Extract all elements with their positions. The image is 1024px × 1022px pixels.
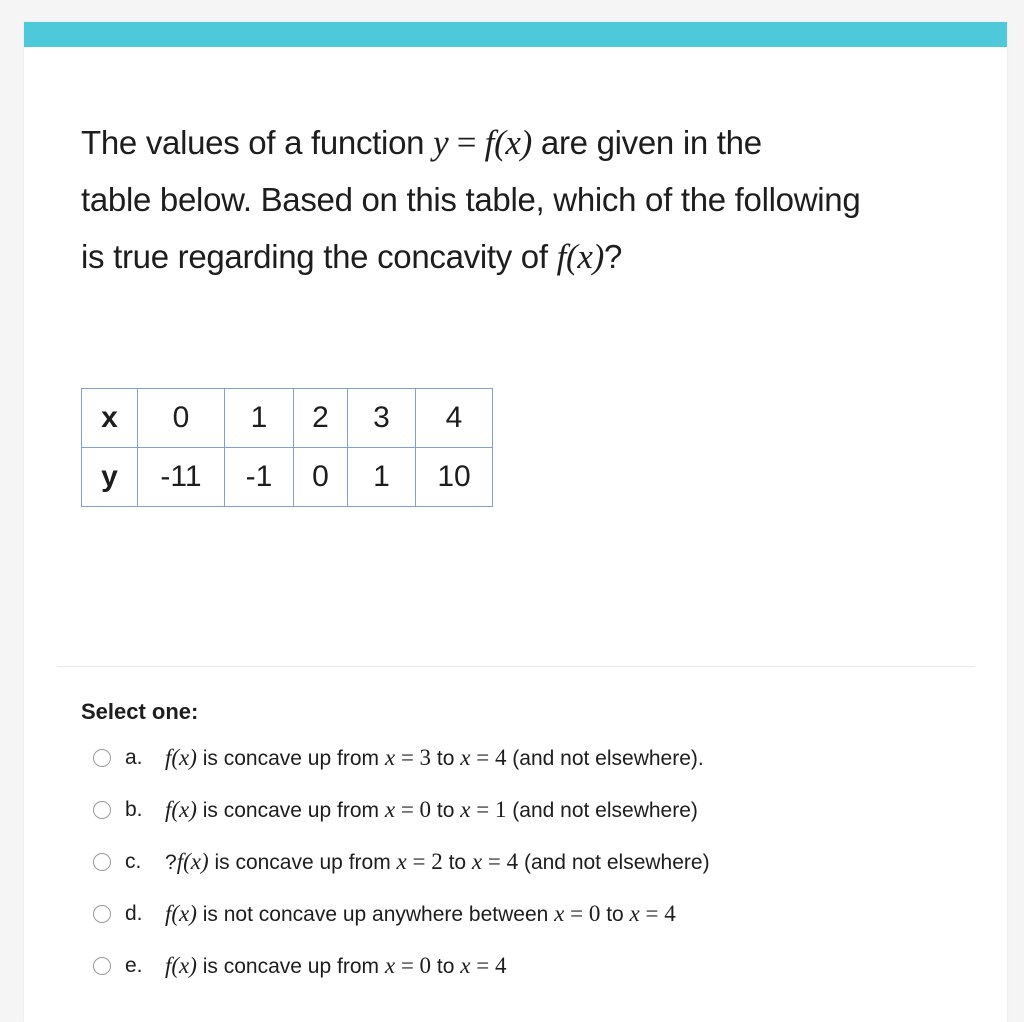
radio-button[interactable] xyxy=(93,853,111,871)
divider xyxy=(57,666,975,667)
question-text-part: ? xyxy=(603,238,623,275)
option-letter: a. xyxy=(125,746,143,769)
table-cell: 0 xyxy=(294,448,348,507)
math-fx: f(x) xyxy=(556,237,604,276)
answer-options xyxy=(93,732,710,992)
table-cell: -1 xyxy=(225,448,294,507)
math-fx: f(x) xyxy=(484,123,533,162)
table-row-x xyxy=(82,389,493,448)
math-y: y xyxy=(433,123,449,162)
question-card xyxy=(24,22,1007,1022)
table-row-y xyxy=(82,448,493,507)
question-line-2: table below. Based on this table, which of the following xyxy=(81,181,861,218)
table-cell: 2 xyxy=(294,389,348,448)
option-text: ?f(x) is concave up from x = 2 to x = 4 (and not elsewhere) xyxy=(165,849,710,874)
option-text: f(x) is concave up from x = 3 to x = 4 (and not elsewhere). xyxy=(165,745,704,770)
option-c[interactable] xyxy=(93,836,710,888)
question-text-part: is true regarding the concavity of xyxy=(81,238,557,275)
option-letter: d. xyxy=(125,902,143,925)
table-cell: 4 xyxy=(416,389,493,448)
question-line-1 xyxy=(81,114,981,171)
question-text-part: The values of a function xyxy=(81,124,434,161)
radio-button[interactable] xyxy=(93,801,111,819)
radio-button[interactable] xyxy=(93,905,111,923)
table-cell: 3 xyxy=(348,389,416,448)
table-cell: 10 xyxy=(416,448,493,507)
table-header-x: x xyxy=(82,389,138,448)
option-d[interactable] xyxy=(93,888,710,940)
math-equals: = xyxy=(448,123,485,162)
option-text: f(x) is not concave up anywhere between x = 0 to x = 4 xyxy=(165,901,676,926)
table-cell: -11 xyxy=(138,448,225,507)
select-one-label: Select one: xyxy=(81,699,199,724)
table-cell: 1 xyxy=(225,389,294,448)
table-header-y: y xyxy=(82,448,138,507)
option-text: f(x) is concave up from x = 0 to x = 4 xyxy=(165,953,507,978)
radio-button[interactable] xyxy=(93,749,111,767)
table-cell: 0 xyxy=(138,389,225,448)
table-cell: 1 xyxy=(348,448,416,507)
option-letter: c. xyxy=(125,850,142,873)
question-text-part: are given in the xyxy=(532,124,762,161)
option-letter: b. xyxy=(125,798,143,821)
option-letter: e. xyxy=(125,954,143,977)
option-a[interactable] xyxy=(93,732,710,784)
question-text xyxy=(81,114,981,285)
values-table xyxy=(81,388,493,507)
option-b[interactable] xyxy=(93,784,710,836)
option-text: f(x) is concave up from x = 0 to x = 1 (and not elsewhere) xyxy=(165,797,698,822)
accent-bar xyxy=(24,22,1007,47)
radio-button[interactable] xyxy=(93,957,111,975)
question-line-3 xyxy=(81,228,981,285)
option-e[interactable] xyxy=(93,940,710,992)
